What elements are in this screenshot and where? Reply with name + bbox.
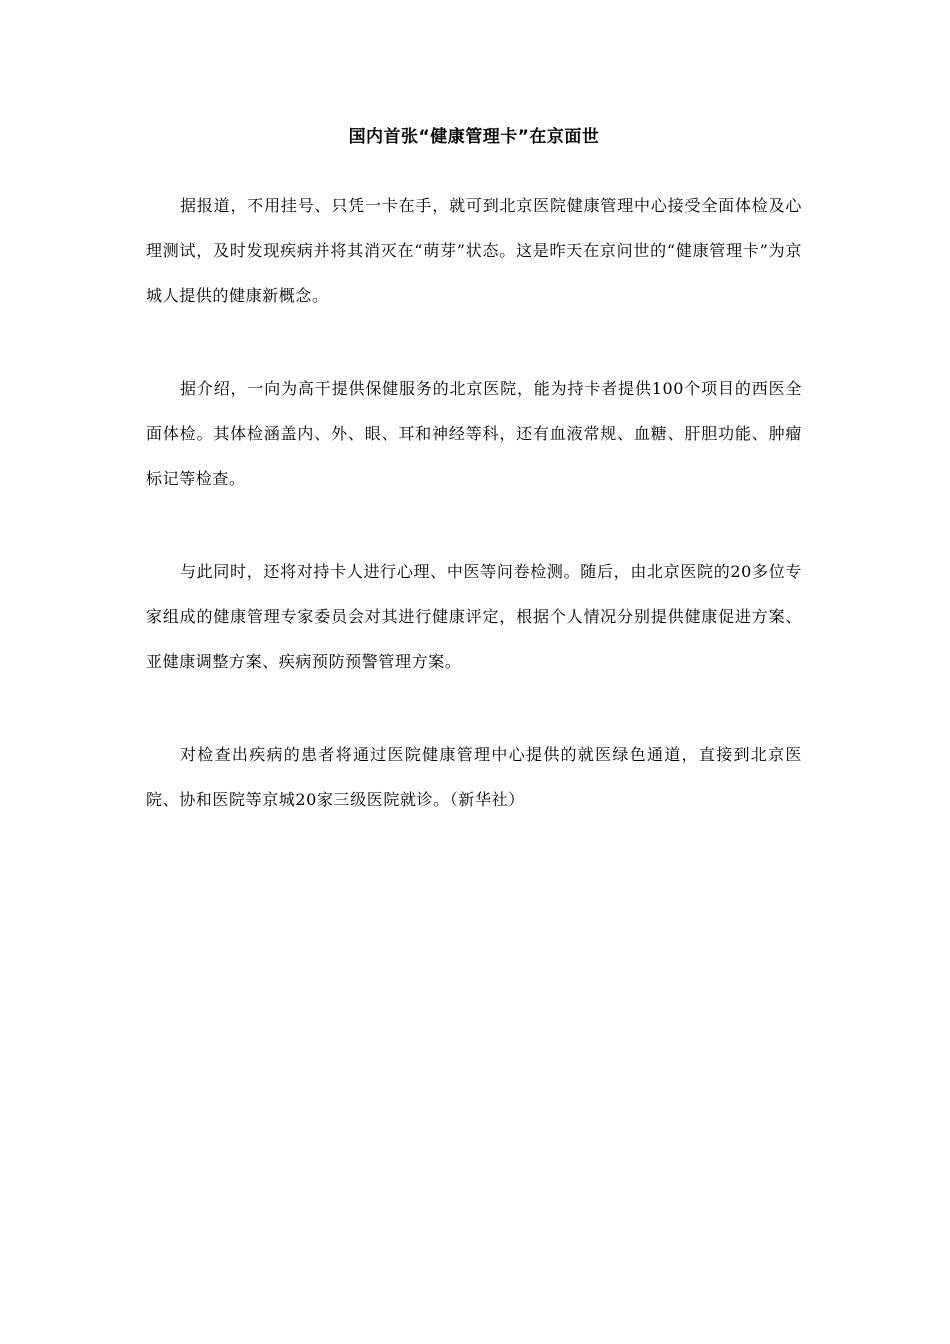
paragraph-4: 对检查出疾病的患者将通过医院健康管理中心提供的就医绿色通道，直接到北京医院、协和医院等京城20家三级医院就诊。（新华社） bbox=[146, 745, 802, 809]
article-title: 国内首张“健康管理卡”在京面世 bbox=[348, 127, 600, 147]
paragraph-1: 据报道，不用挂号、只凭一卡在手，就可到北京医院健康管理中心接受全面体检及心理测试，及时发现疾病并将其消灭在“萌芽”状态。这是昨天在京问世的“健康管理卡”为京城人提供的健康新概念。 bbox=[146, 196, 802, 305]
paragraph-2: 据介绍，一向为高干提供保健服务的北京医院，能为持卡者提供100个项目的西医全面体检。其体检涵盖内、外、眼、耳和神经等科，还有血液常规、血糖、肝胆功能、肿瘤标记等检查。 bbox=[146, 379, 802, 488]
document-page bbox=[146, 120, 802, 870]
paragraph-3: 与此同时，还将对持卡人进行心理、中医等问卷检测。随后，由北京医院的20多位专家组成的健康管理专家委员会对其进行健康评定，根据个人情况分别提供健康促进方案、亚健康调整方案、疾病预防预警管理方案。 bbox=[146, 562, 802, 671]
